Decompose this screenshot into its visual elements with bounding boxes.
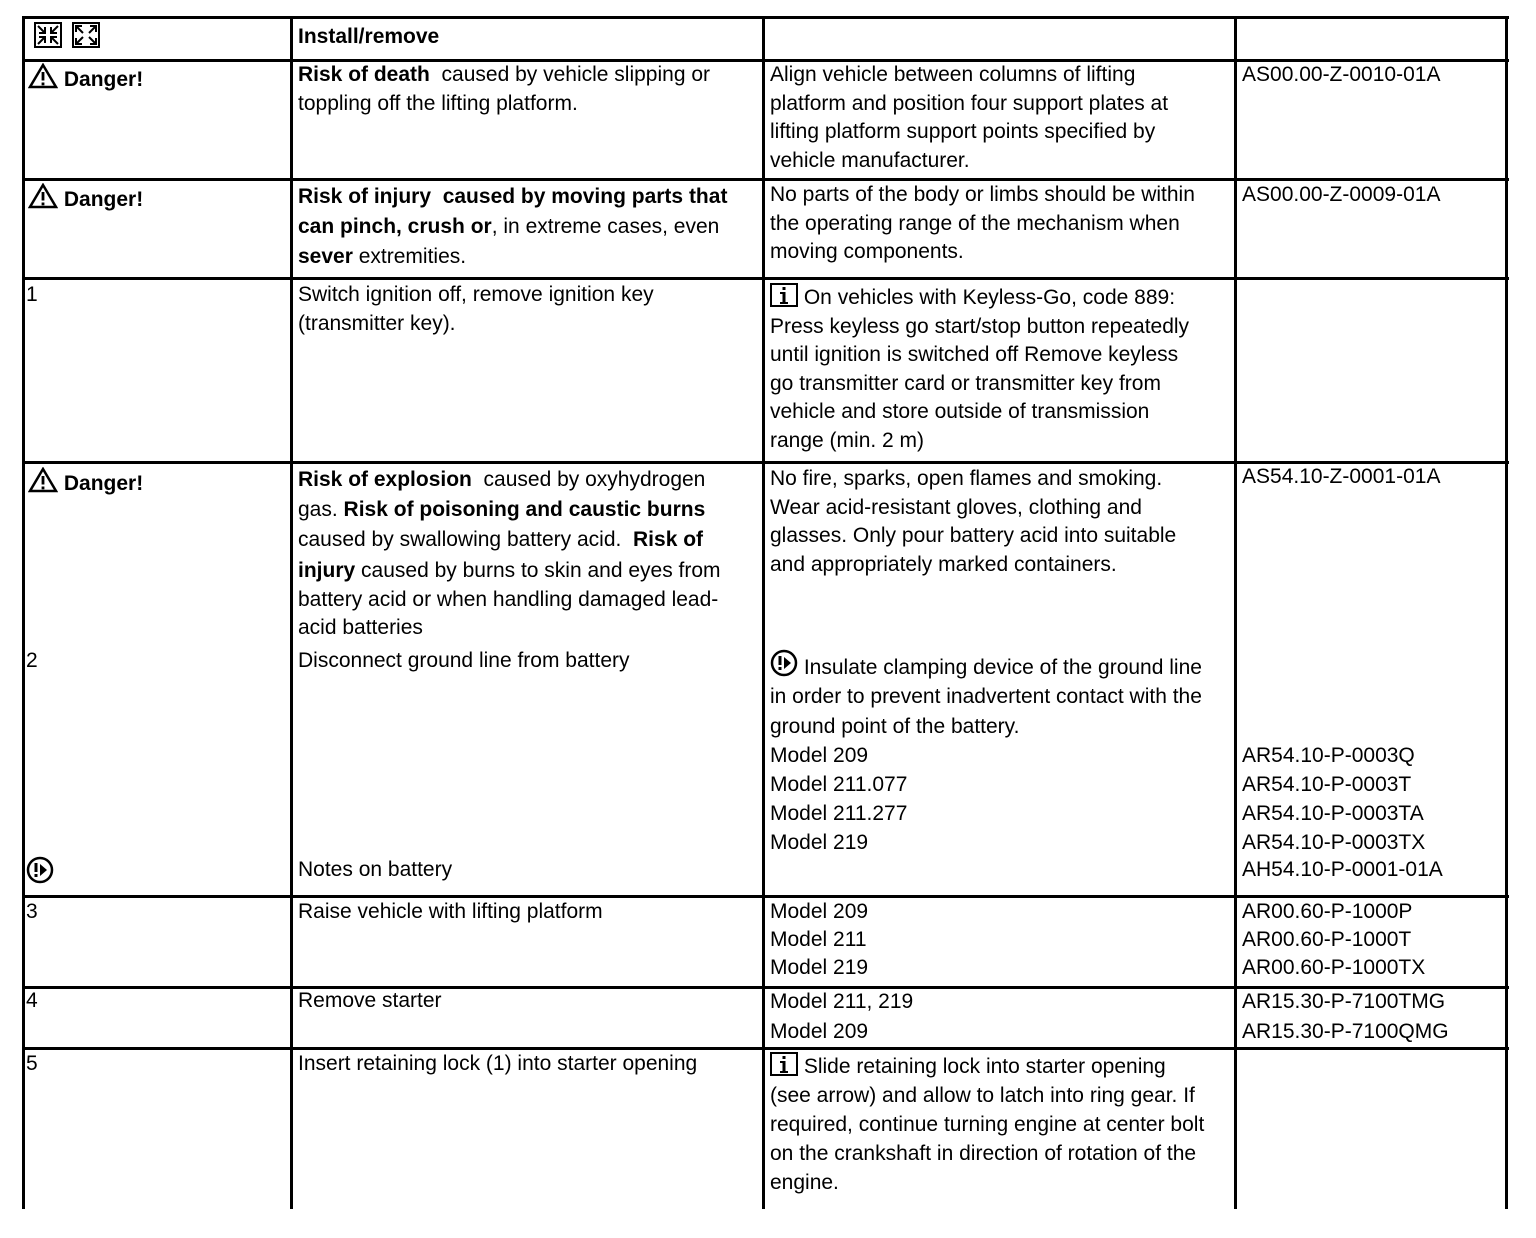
warning-triangle-icon	[28, 467, 58, 493]
step-number: 3	[26, 900, 38, 923]
procedure-table	[22, 16, 1509, 1209]
column-divider	[290, 16, 293, 1209]
measure-text: No parts of the body or limbs should be within the operating range of the mechanism when moving components.	[770, 183, 1195, 264]
measure-text: On vehicles with Keyless-Go, code 889: Press keyless go start/stop button repeatedly until ignition is switched off Remove keyless go transmitter card or transmitter key from vehicle and store outside of transmission range (min. 2 m)	[770, 283, 1189, 455]
column-divider	[1234, 16, 1237, 1209]
info-icon	[770, 1052, 798, 1076]
reference-link[interactable]: AR54.10-P-0003T	[1242, 772, 1412, 796]
reference-link[interactable]: AR00.60-P-1000TX	[1242, 955, 1426, 979]
reference-link[interactable]: AS54.10-Z-0001-01A	[1242, 465, 1441, 488]
step-number: 5	[26, 1052, 38, 1075]
step-number: 1	[26, 283, 38, 306]
reference-link[interactable]: AR54.10-P-0003Q	[1242, 744, 1415, 767]
risk-description: Risk of death caused by vehicle slipping or toppling off the lifting platform.	[298, 63, 711, 115]
risk-description: Risk of explosion caused by oxyhydrogen gas. Risk of poisoning and caustic burns caused by swallowing battery acid. Risk of injury caused by burns to skin and eyes from battery acid or when handling damaged lead- acid batteries	[298, 468, 721, 640]
reference-link[interactable]: AS00.00-Z-0009-01A	[1242, 183, 1441, 206]
warning-triangle-icon	[28, 63, 58, 89]
step-action: Disconnect ground line from battery	[298, 649, 630, 672]
expand-arrows-icon	[72, 22, 100, 48]
reference-link[interactable]: AS00.00-Z-0010-01A	[1242, 63, 1441, 86]
reference-link[interactable]: AR00.60-P-1000T	[1242, 927, 1412, 951]
measure-text: Slide retaining lock into starter opening (see arrow) and allow to latch into ring gear. If required, continue turning engine at center bolt on the crankshaft in direction of rotation of the engine.	[770, 1052, 1204, 1198]
note-circle-icon	[770, 649, 798, 677]
measure-text: Align vehicle between columns of lifting platform and position four support plates at lifting platform support points specified by vehicle manufacturer.	[770, 63, 1169, 172]
warning-triangle-icon	[28, 183, 58, 209]
reference-link[interactable]: AR54.10-P-0003TX	[1242, 830, 1426, 854]
model-reference-list	[1242, 987, 1449, 1047]
danger-label: Danger!	[28, 63, 143, 95]
row-divider	[22, 277, 1509, 280]
column-divider	[1505, 16, 1508, 1209]
column-divider	[22, 16, 25, 1209]
step-action: Switch ignition off, remove ignition key (transmitter key).	[298, 283, 654, 335]
reference-link[interactable]: AR00.60-P-1000P	[1242, 900, 1413, 923]
battery-notes-text: Notes on battery	[298, 858, 453, 881]
note-text: Insulate clamping device of the ground line in order to prevent inadvertent contact with the ground point of the battery.	[770, 649, 1202, 741]
step-number: 2	[26, 649, 38, 672]
table-border-top	[22, 16, 1509, 19]
danger-label: Danger!	[28, 467, 143, 499]
reference-link[interactable]: AR54.10-P-0003TA	[1242, 801, 1424, 825]
reference-link[interactable]: AH54.10-P-0001-01A	[1242, 858, 1443, 881]
danger-label: Danger!	[28, 183, 143, 215]
step-number: 4	[26, 989, 38, 1012]
row-divider	[22, 1047, 1509, 1050]
measure-text: No fire, sparks, open flames and smoking. Wear acid-resistant gloves, clothing and glasses. Only pour battery acid into suitable and appropriately marked containers.	[770, 467, 1177, 576]
step-action: Raise vehicle with lifting platform	[298, 900, 603, 923]
model-list: Model 209 Model 211 Model 219	[770, 900, 869, 979]
info-icon	[770, 283, 798, 307]
model-list: Model 211, 219 Model 209	[770, 990, 914, 1044]
model-reference-list	[1242, 742, 1425, 858]
model-reference-list	[1242, 898, 1425, 982]
step-action: Remove starter	[298, 989, 442, 1012]
reference-link[interactable]: AR15.30-P-7100QMG	[1242, 1020, 1449, 1044]
column-divider	[762, 16, 765, 1209]
install-remove-heading: Install/remove	[298, 25, 440, 48]
risk-description: Risk of injury caused by moving parts that can pinch, crush or, in extreme cases, even sever extremities.	[298, 185, 728, 269]
battery-note-icon	[26, 856, 54, 893]
reference-link[interactable]: AR15.30-P-7100TMG	[1242, 990, 1446, 1013]
step-action: Insert retaining lock (1) into starter opening	[298, 1052, 698, 1075]
model-list: Model 209 Model 211.077 Model 211.277 Model 219	[770, 744, 908, 854]
header-icons	[34, 22, 100, 57]
collapse-arrows-icon	[34, 22, 62, 48]
note-circle-icon	[26, 856, 54, 884]
